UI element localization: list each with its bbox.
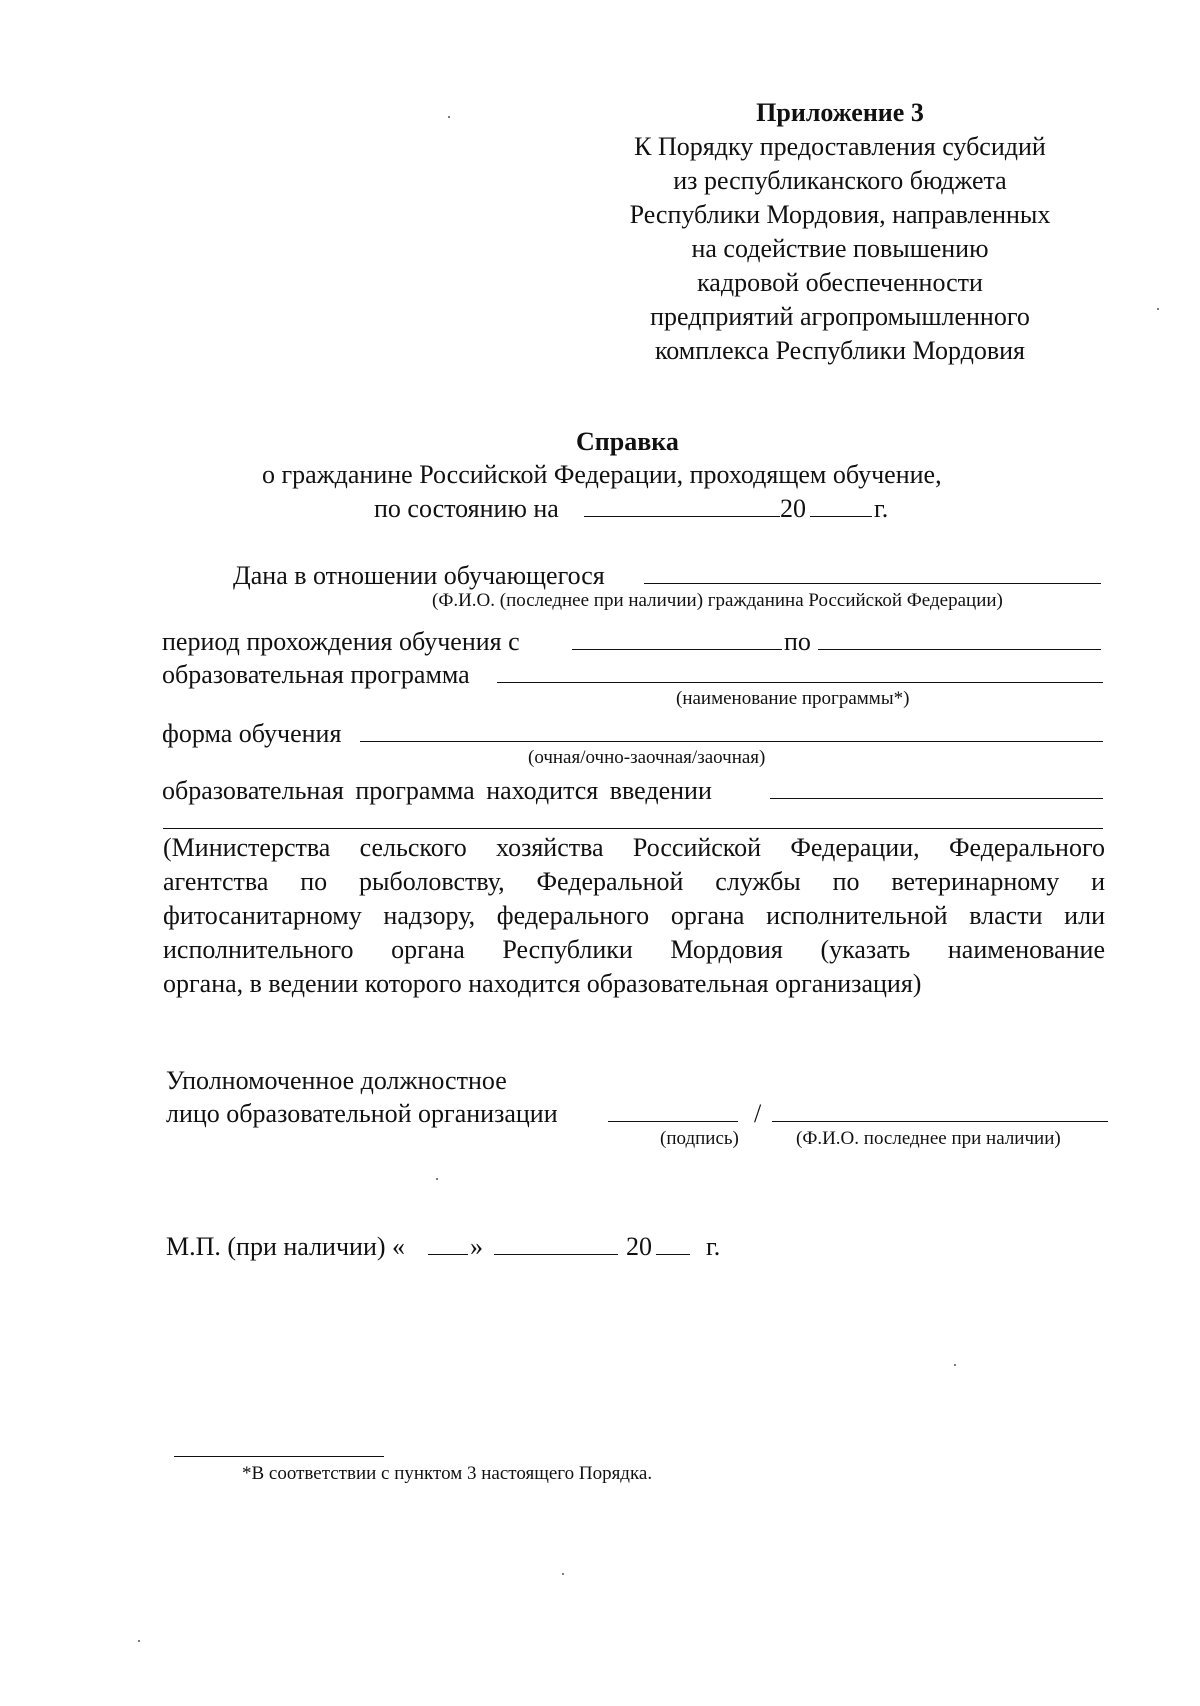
jurisdiction-hint-line: органа, в ведении которого находится образовательная организация) (163, 969, 922, 998)
as-of-date-blank[interactable] (584, 516, 780, 517)
stamp-day-field[interactable] (428, 1254, 468, 1255)
scan-speck (436, 1178, 438, 1180)
scan-speck (138, 1640, 140, 1642)
study-form-field[interactable] (360, 741, 1103, 742)
scan-speck (448, 116, 450, 118)
as-of-year: 20 (780, 494, 806, 523)
appendix-line: кадровой обеспеченности (697, 268, 983, 297)
study-form-label: форма обучения (162, 719, 342, 748)
appendix-header (600, 96, 1080, 368)
program-hint: (наименование программы*) (676, 688, 910, 709)
stamp-year-field[interactable] (656, 1254, 690, 1255)
footnote-divider (174, 1456, 384, 1457)
period-to-field[interactable] (818, 649, 1101, 650)
jurisdiction-hint-line: исполнительного органа Республики Мордовия (указать наименование (163, 935, 1105, 964)
scan-speck (954, 1364, 956, 1366)
appendix-line: комплекса Республики Мордовия (654, 336, 1026, 365)
appendix-line: из республиканского бюджета (673, 166, 1007, 195)
certificate-title: Справка (576, 427, 679, 456)
appendix-line: на содействие повышению (691, 234, 989, 263)
scan-speck (1157, 308, 1159, 310)
issued-for-hint: (Ф.И.О. (последнее при наличии) гражданина Российской Федерации) (432, 590, 1003, 611)
official-line-1: Уполномоченное должностное (166, 1066, 507, 1095)
stamp-close-quote: » (470, 1232, 483, 1261)
issued-for-label: Дана в отношении обучающегося (233, 561, 605, 590)
official-name-hint: (Ф.И.О. последнее при наличии) (796, 1128, 1061, 1149)
stamp-month-field[interactable] (494, 1254, 618, 1255)
appendix-line: Республики Мордовия, направленных (629, 200, 1051, 229)
as-of-suffix: г. (874, 494, 889, 523)
as-of-prefix: по состоянию на (374, 494, 559, 523)
appendix-line: К Порядку предоставления субсидий (634, 132, 1046, 161)
stamp-prefix: М.П. (при наличии) « (166, 1232, 406, 1261)
certificate-subtitle: о гражданине Российской Федерации, проходящем обучение, (262, 460, 942, 489)
signature-field[interactable] (608, 1121, 738, 1122)
jurisdiction-hint (163, 831, 1105, 1001)
scan-speck (562, 1573, 564, 1575)
study-form-hint: (очная/очно-заочная/заочная) (528, 747, 766, 768)
program-name-field[interactable] (497, 682, 1103, 683)
jurisdiction-hint-line: (Министерства сельского хозяйства Российской Федерации, Федерального (163, 833, 1105, 862)
official-name-field[interactable] (772, 1121, 1108, 1122)
signature-hint: (подпись) (660, 1128, 739, 1149)
program-label: образовательная программа (162, 660, 470, 689)
jurisdiction-hint-line: фитосанитарному надзору, федерального органа исполнительной власти или (163, 901, 1105, 930)
appendix-line: предприятий агропромышленного (650, 302, 1030, 331)
stamp-year: 20 (626, 1232, 652, 1261)
period-label: период прохождения обучения с (162, 627, 520, 656)
period-to-label: по (784, 627, 811, 656)
student-name-field[interactable] (644, 583, 1101, 584)
jurisdiction-label: образовательная программа находится введении (162, 776, 712, 805)
jurisdiction-field[interactable] (770, 798, 1103, 799)
signature-slash: / (754, 1099, 762, 1128)
appendix-title: Приложение 3 (756, 98, 924, 127)
official-line-2: лицо образовательной организации (166, 1099, 558, 1128)
jurisdiction-hint-line: агентства по рыболовству, Федеральной службы по ветеринарному и (163, 867, 1105, 896)
as-of-year-blank[interactable] (810, 516, 872, 517)
period-from-field[interactable] (572, 649, 782, 650)
footnote-text: *В соответствии с пунктом 3 настоящего Порядка. (242, 1463, 653, 1484)
jurisdiction-field-continued[interactable] (163, 828, 1103, 829)
stamp-suffix: г. (706, 1232, 721, 1261)
